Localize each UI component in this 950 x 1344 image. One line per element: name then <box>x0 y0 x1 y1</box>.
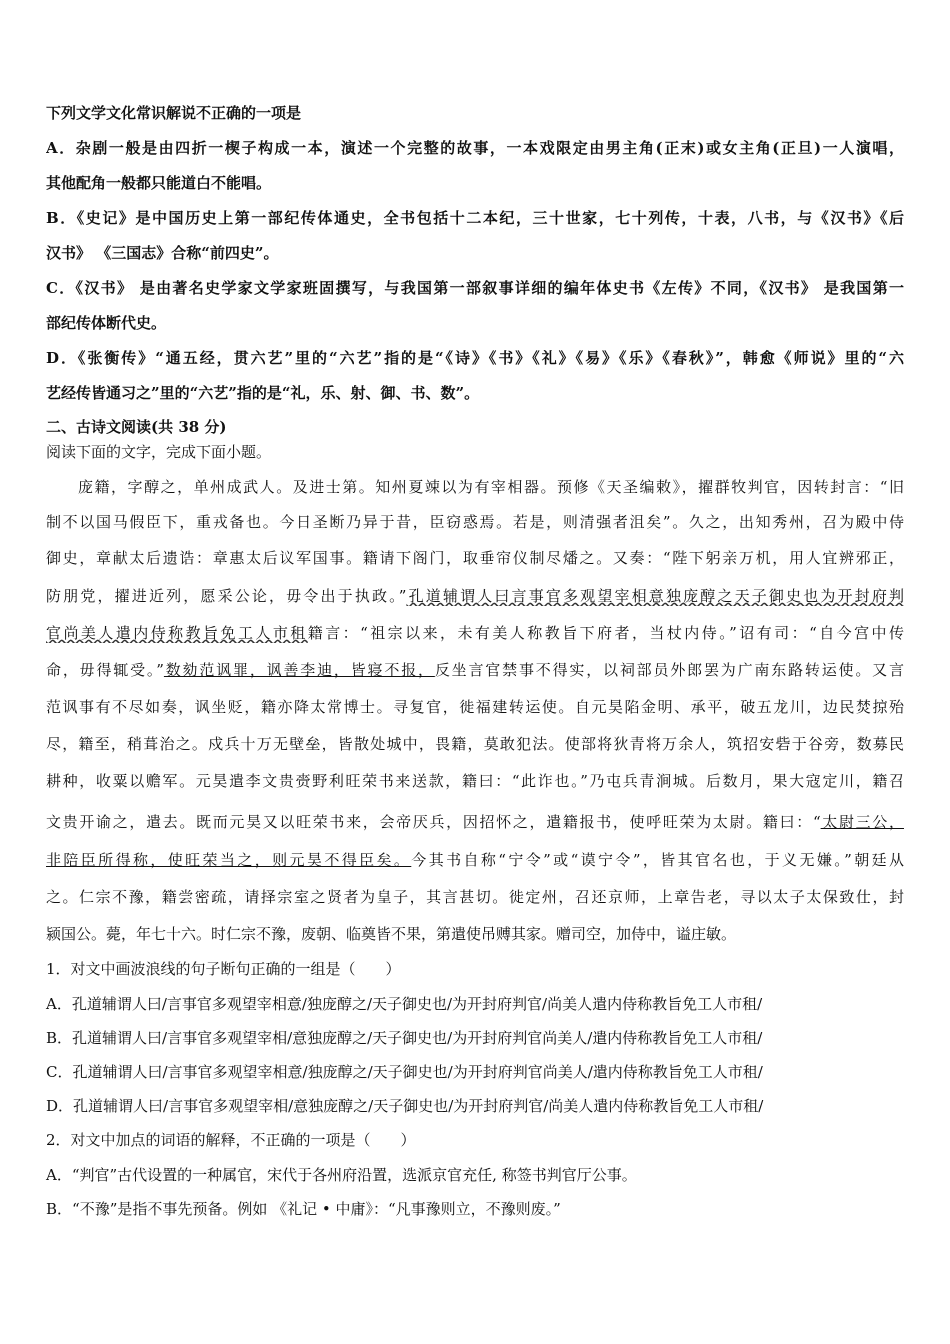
question-2-option-a: A．“判官”古代设置的一种属官，宋代于各州府沿置，选派京官充任, 称签书判官厅公事。 <box>46 1166 637 1184</box>
section-heading: 二、古诗文阅读(共 38 分) <box>46 418 227 436</box>
passage-line-7: 范讽事有不尽如奏，讽坐贬，籍亦降太常博士。寻复官，徙福建转运使。自元昊陷金明、承平，破五龙川，边民焚掠殆 <box>46 698 904 716</box>
wavy-sentence-part2: 官尚美人遣内侍称教旨免工人市租 <box>46 624 308 642</box>
passage-line-10-text: 文贵开谕之，遣去。既而元昊又以旺荣书来，会帝厌兵，因招怀之，遣籍报书，使呼旺荣为太尉。籍曰：“ <box>46 813 821 831</box>
option-b-line1: B．《史记》是中国历史上第一部纪传体通史，全书包括十二本纪，三十世家，七十列传，十表，八书，与《汉书》《后 <box>46 209 904 227</box>
wavy-sentence-part1: 孔道辅谓人曰言事官多观望宰相意独庞醇之天子御史也为开封府判 <box>406 587 904 605</box>
option-a-line2: 其他配角一般都只能道白不能唱。 <box>46 174 272 192</box>
passage-line-5-text: 籍言：“祖宗以来，未有美人称教旨下府者，当杖内侍。”诏有司：“自今宫中传 <box>307 624 904 642</box>
passage-line-9: 耕种，收粟以赡军。元昊遣李文贵赍野利旺荣书来送款，籍曰：“此诈也。”乃屯兵青涧城。后数月，果大寇定川，籍召 <box>46 772 904 790</box>
option-d-line2: 艺经传皆通习之”里的“六艺”指的是“礼，乐、射、御、书、数”。 <box>46 384 480 402</box>
passage-line-11-text: 今其书自称“宁令”或“谟宁令”，皆其官名也，于义无嫌。”朝廷从 <box>411 851 904 869</box>
passage-line-3: 御史，章献太后遗诰：章惠太后议军国事。籍请下阁门，取垂帘仪制尽燔之。又奏：“陛下躬亲万机，用人宜辨邪正， <box>46 549 904 567</box>
passage-line-2: 制不以国马假臣下，重戎备也。今日圣断乃异于昔，臣窃惑焉。若是，则清强者沮矣”。久之，出知秀州，召为殿中侍 <box>46 513 904 531</box>
option-c-line2: 部纪传体断代史。 <box>46 314 167 332</box>
question-1-option-b: B．孔道辅谓人曰/言事官多观望宰相/意独庞醇之/天子御史也/为开封府判官尚美人/遣内侍称教旨免工人市租/ <box>46 1029 763 1047</box>
passage-line-10 <box>46 812 904 832</box>
passage-line-12: 之。仁宗不豫，籍尝密疏，请择宗室之贤者为皇子，其言甚切。徙定州，召还京师，上章告老，寻以太子太保致仕，封 <box>46 888 904 906</box>
option-d-line1: D．《张衡传》“通五经，贯六艺”里的“六艺”指的是“《诗》《书》《礼》《易》《乐》《春秋》”，韩愈《师说》里的“六 <box>46 349 904 367</box>
reading-instruction: 阅读下面的文字，完成下面小题。 <box>46 443 272 461</box>
passage-line-5 <box>46 623 904 643</box>
passage-line-11 <box>46 850 904 870</box>
question-stem-literary: 下列文学文化常识解说不正确的一项是 <box>46 104 302 122</box>
passage-line-4-text: 防朋党，擢进近列，愿采公论，毋令出于执政。” <box>46 587 407 605</box>
option-a-line1: A．杂剧一般是由四折一楔子构成一本，演述一个完整的故事，一本戏限定由男主角(正末)或女主角(正旦)一人演唱， <box>46 139 904 157</box>
passage-line-6 <box>46 660 904 680</box>
question-1-stem: 1．对文中画波浪线的句子断句正确的一组是（ ） <box>46 960 401 978</box>
passage-line-13: 颍国公。薨，年七十六。时仁宗不豫，废朝、临奠皆不果，第遣使吊赙其家。赠司空，加侍中，谥庄敏。 <box>46 925 737 943</box>
option-c-line1: C．《汉书》 是由著名史学家文学家班固撰写，与我国第一部叙事详细的编年体史书《左传》不同，《汉书》 是我国第一 <box>46 279 904 297</box>
passage-line-1: 庞籍，字醇之，单州成武人。及进士第。知州夏竦以为有宰相器。预修《天圣编敕》，擢群牧判官，因转封言：“旧 <box>78 478 904 496</box>
underlined-sentence-1: 数劾范讽罪，讽善李迪，皆寝不报， <box>163 661 435 679</box>
question-1-option-c: C．孔道辅谓人曰/言事官多观望宰相意/独庞醇之/天子御史也/为开封府判官尚美人/遣内侍称教旨免工人市租/ <box>46 1063 763 1081</box>
passage-line-6-rest: 反坐言官禁事不得实，以祠部员外郎罢为广南东路转运使。又言 <box>434 661 904 679</box>
underlined-sentence-2-part2: 非陪臣所得称，使旺荣当之，则元昊不得臣矣。 <box>46 851 412 869</box>
question-2-option-b: B．“不豫”是指不事先预备。例如 《礼记 • 中庸》：“凡事豫则立，不豫则废。” <box>46 1200 561 1218</box>
option-b-line2: 汉书》 《三国志》合称“前四史”。 <box>46 244 279 262</box>
question-1-option-d: D．孔道辅谓人曰/言事官多观望宰相/意独庞醇之/天子御史也/为开封府判官/尚美人遣内侍称教旨免工人市租/ <box>46 1097 764 1115</box>
question-2-stem: 2．对文中加点的词语的解释，不正确的一项是（ ） <box>46 1131 416 1149</box>
passage-line-6-text: 命，毋得辄受。” <box>46 661 164 679</box>
question-1-option-a: A．孔道辅谓人曰/言事官多观望宰相意/独庞醇之/天子御史也/为开封府判官/尚美人遣内侍称教旨免工人市租/ <box>46 995 763 1013</box>
passage-line-8: 尽，籍至，稍葺治之。戍兵十万无壁垒，皆散处城中，畏籍，莫敢犯法。使部将狄青将万余人，筑招安砦于谷旁，数募民 <box>46 735 904 753</box>
passage-line-4 <box>46 586 904 606</box>
underlined-sentence-2-part1: 太尉三公， <box>820 813 904 831</box>
